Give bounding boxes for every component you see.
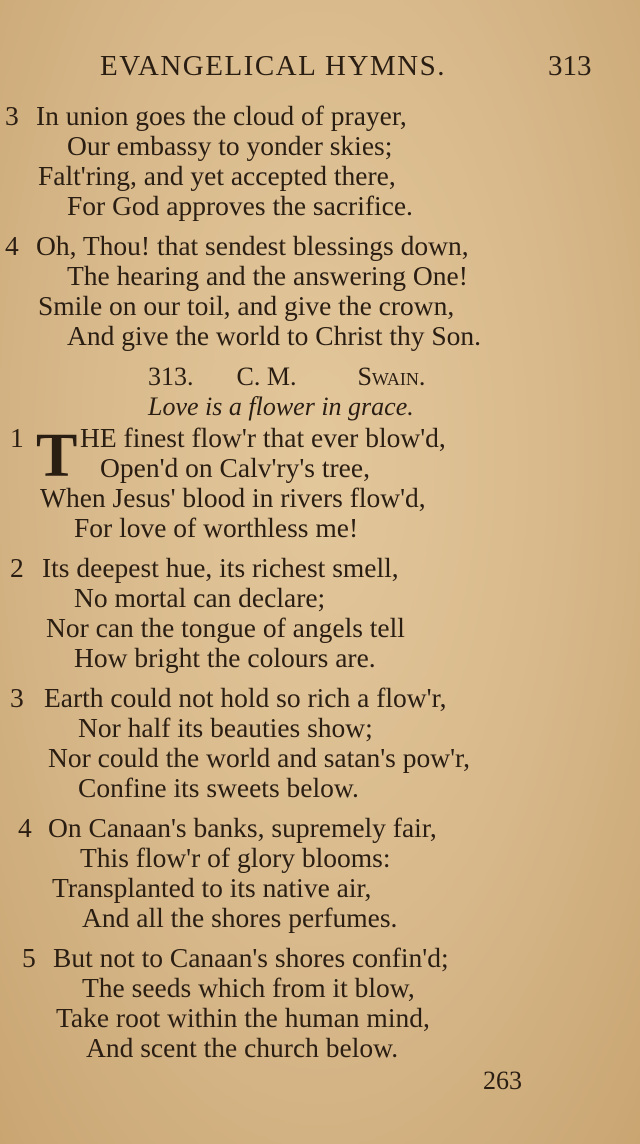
verse-line: Nor can the tongue of angels tell [46, 612, 405, 643]
verse-line: This flow'r of glory blooms: [80, 842, 391, 873]
verse-line: And give the world to Christ thy Son. [67, 320, 482, 351]
verse-number: 3 [10, 682, 24, 713]
verse-line: When Jesus' blood in rivers flow'd, [40, 482, 426, 513]
verse-line: And all the shores perfumes. [82, 902, 398, 933]
verse-line: For love of worthless me! [74, 512, 359, 543]
verse-line: The hearing and the answering One! [67, 260, 468, 291]
verse-line: Falt'ring, and yet accepted there, [38, 160, 396, 191]
page-number: 313 [548, 50, 592, 82]
verse-line: And scent the church below. [86, 1032, 399, 1063]
verse-line: In union goes the cloud of prayer, [36, 100, 407, 131]
verse-line: Nor could the world and satan's pow'r, [48, 742, 470, 773]
verse-line: How bright the colours are. [74, 642, 376, 673]
verse-line: Oh, Thou! that sendest blessings down, [36, 230, 469, 261]
verse-line: Confine its sweets below. [78, 772, 359, 803]
verse-line: Earth could not hold so rich a flow'r, [44, 682, 447, 713]
hymn-meter: C. M. [236, 362, 297, 391]
verse-number: 2 [10, 552, 24, 583]
verse-number: 4 [18, 812, 32, 843]
verse-number: 3 [5, 100, 19, 131]
verse-line: No mortal can declare; [74, 582, 326, 613]
running-title: EVANGELICAL HYMNS. [100, 50, 446, 82]
verse-line: Its deepest hue, its richest smell, [42, 552, 399, 583]
verse-line: Take root within the human mind, [56, 1002, 430, 1033]
verse-line: The seeds which from it blow, [82, 972, 415, 1003]
running-header [100, 50, 600, 90]
verse-number: 5 [22, 942, 36, 973]
drop-cap: T [36, 422, 78, 490]
verse-line: Transplanted to its native air, [52, 872, 372, 903]
hymn-tune: Swain. [357, 362, 426, 391]
verse-number: 4 [5, 230, 19, 261]
verse-line: Nor half its beauties show; [78, 712, 373, 743]
verse-number: 1 [10, 422, 24, 453]
verse-line: For God approves the sacrifice. [67, 190, 413, 221]
verse-line: On Canaan's banks, supremely fair, [48, 812, 437, 843]
verse-line: Our embassy to yonder skies; [67, 130, 393, 161]
hymn-number: 313. [148, 362, 194, 391]
verse-line: Open'd on Calv'ry's tree, [100, 452, 370, 483]
verse-line: HE finest flow'r that ever blow'd, [80, 422, 446, 453]
signature-mark: 263 [483, 1066, 522, 1095]
verse-line: Smile on our toil, and give the crown, [38, 290, 455, 321]
hymn-subtitle: Love is a flower in grace. [148, 392, 414, 421]
verse-line: But not to Canaan's shores confin'd; [53, 942, 449, 973]
hymn-heading [148, 362, 425, 392]
